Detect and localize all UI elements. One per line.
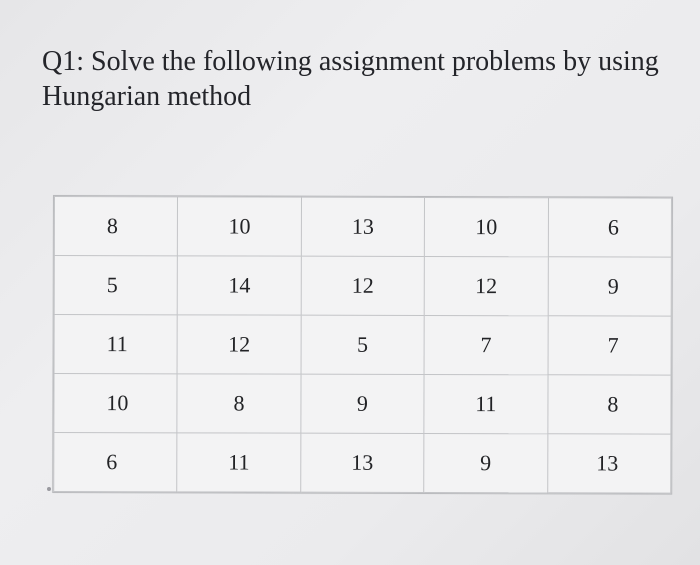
matrix-cell: 9 <box>548 257 672 316</box>
matrix-row-2 <box>54 256 671 317</box>
question-text <box>42 44 662 114</box>
matrix-row-4 <box>54 374 671 435</box>
cost-matrix-container <box>52 195 673 495</box>
matrix-cell: 5 <box>54 256 178 315</box>
matrix-row-1 <box>54 197 671 258</box>
matrix-cell: 9 <box>301 374 425 433</box>
matrix-row-5 <box>54 433 671 494</box>
matrix-cell: 11 <box>177 433 301 492</box>
matrix-cell: 12 <box>301 256 425 315</box>
matrix-cell: 13 <box>301 433 425 492</box>
matrix-cell: 13 <box>301 197 425 256</box>
matrix-cell: 5 <box>301 315 425 374</box>
matrix-cell: 11 <box>54 315 178 374</box>
matrix-cell: 14 <box>178 256 302 315</box>
matrix-row-3 <box>54 315 671 376</box>
cost-matrix-table <box>53 196 672 494</box>
matrix-cell: 7 <box>548 316 672 375</box>
matrix-cell: 9 <box>424 433 548 492</box>
matrix-cell: 6 <box>54 433 178 492</box>
matrix-cell: 12 <box>424 256 548 315</box>
question-line-1: Q1: Solve the following assignment problems by using <box>42 46 659 77</box>
matrix-cell: 7 <box>424 315 548 374</box>
matrix-cell: 10 <box>54 374 178 433</box>
matrix-cell: 6 <box>548 198 672 257</box>
matrix-cell: 12 <box>177 315 301 374</box>
matrix-cell: 10 <box>425 197 549 256</box>
matrix-cell: 13 <box>547 434 671 493</box>
matrix-cell: 11 <box>424 374 548 433</box>
stray-mark <box>47 487 51 491</box>
matrix-cell: 10 <box>178 197 302 256</box>
question-line-2: Hungarian method <box>42 81 252 112</box>
matrix-cell: 8 <box>547 375 671 434</box>
matrix-cell: 8 <box>54 197 178 256</box>
matrix-cell: 8 <box>177 374 301 433</box>
